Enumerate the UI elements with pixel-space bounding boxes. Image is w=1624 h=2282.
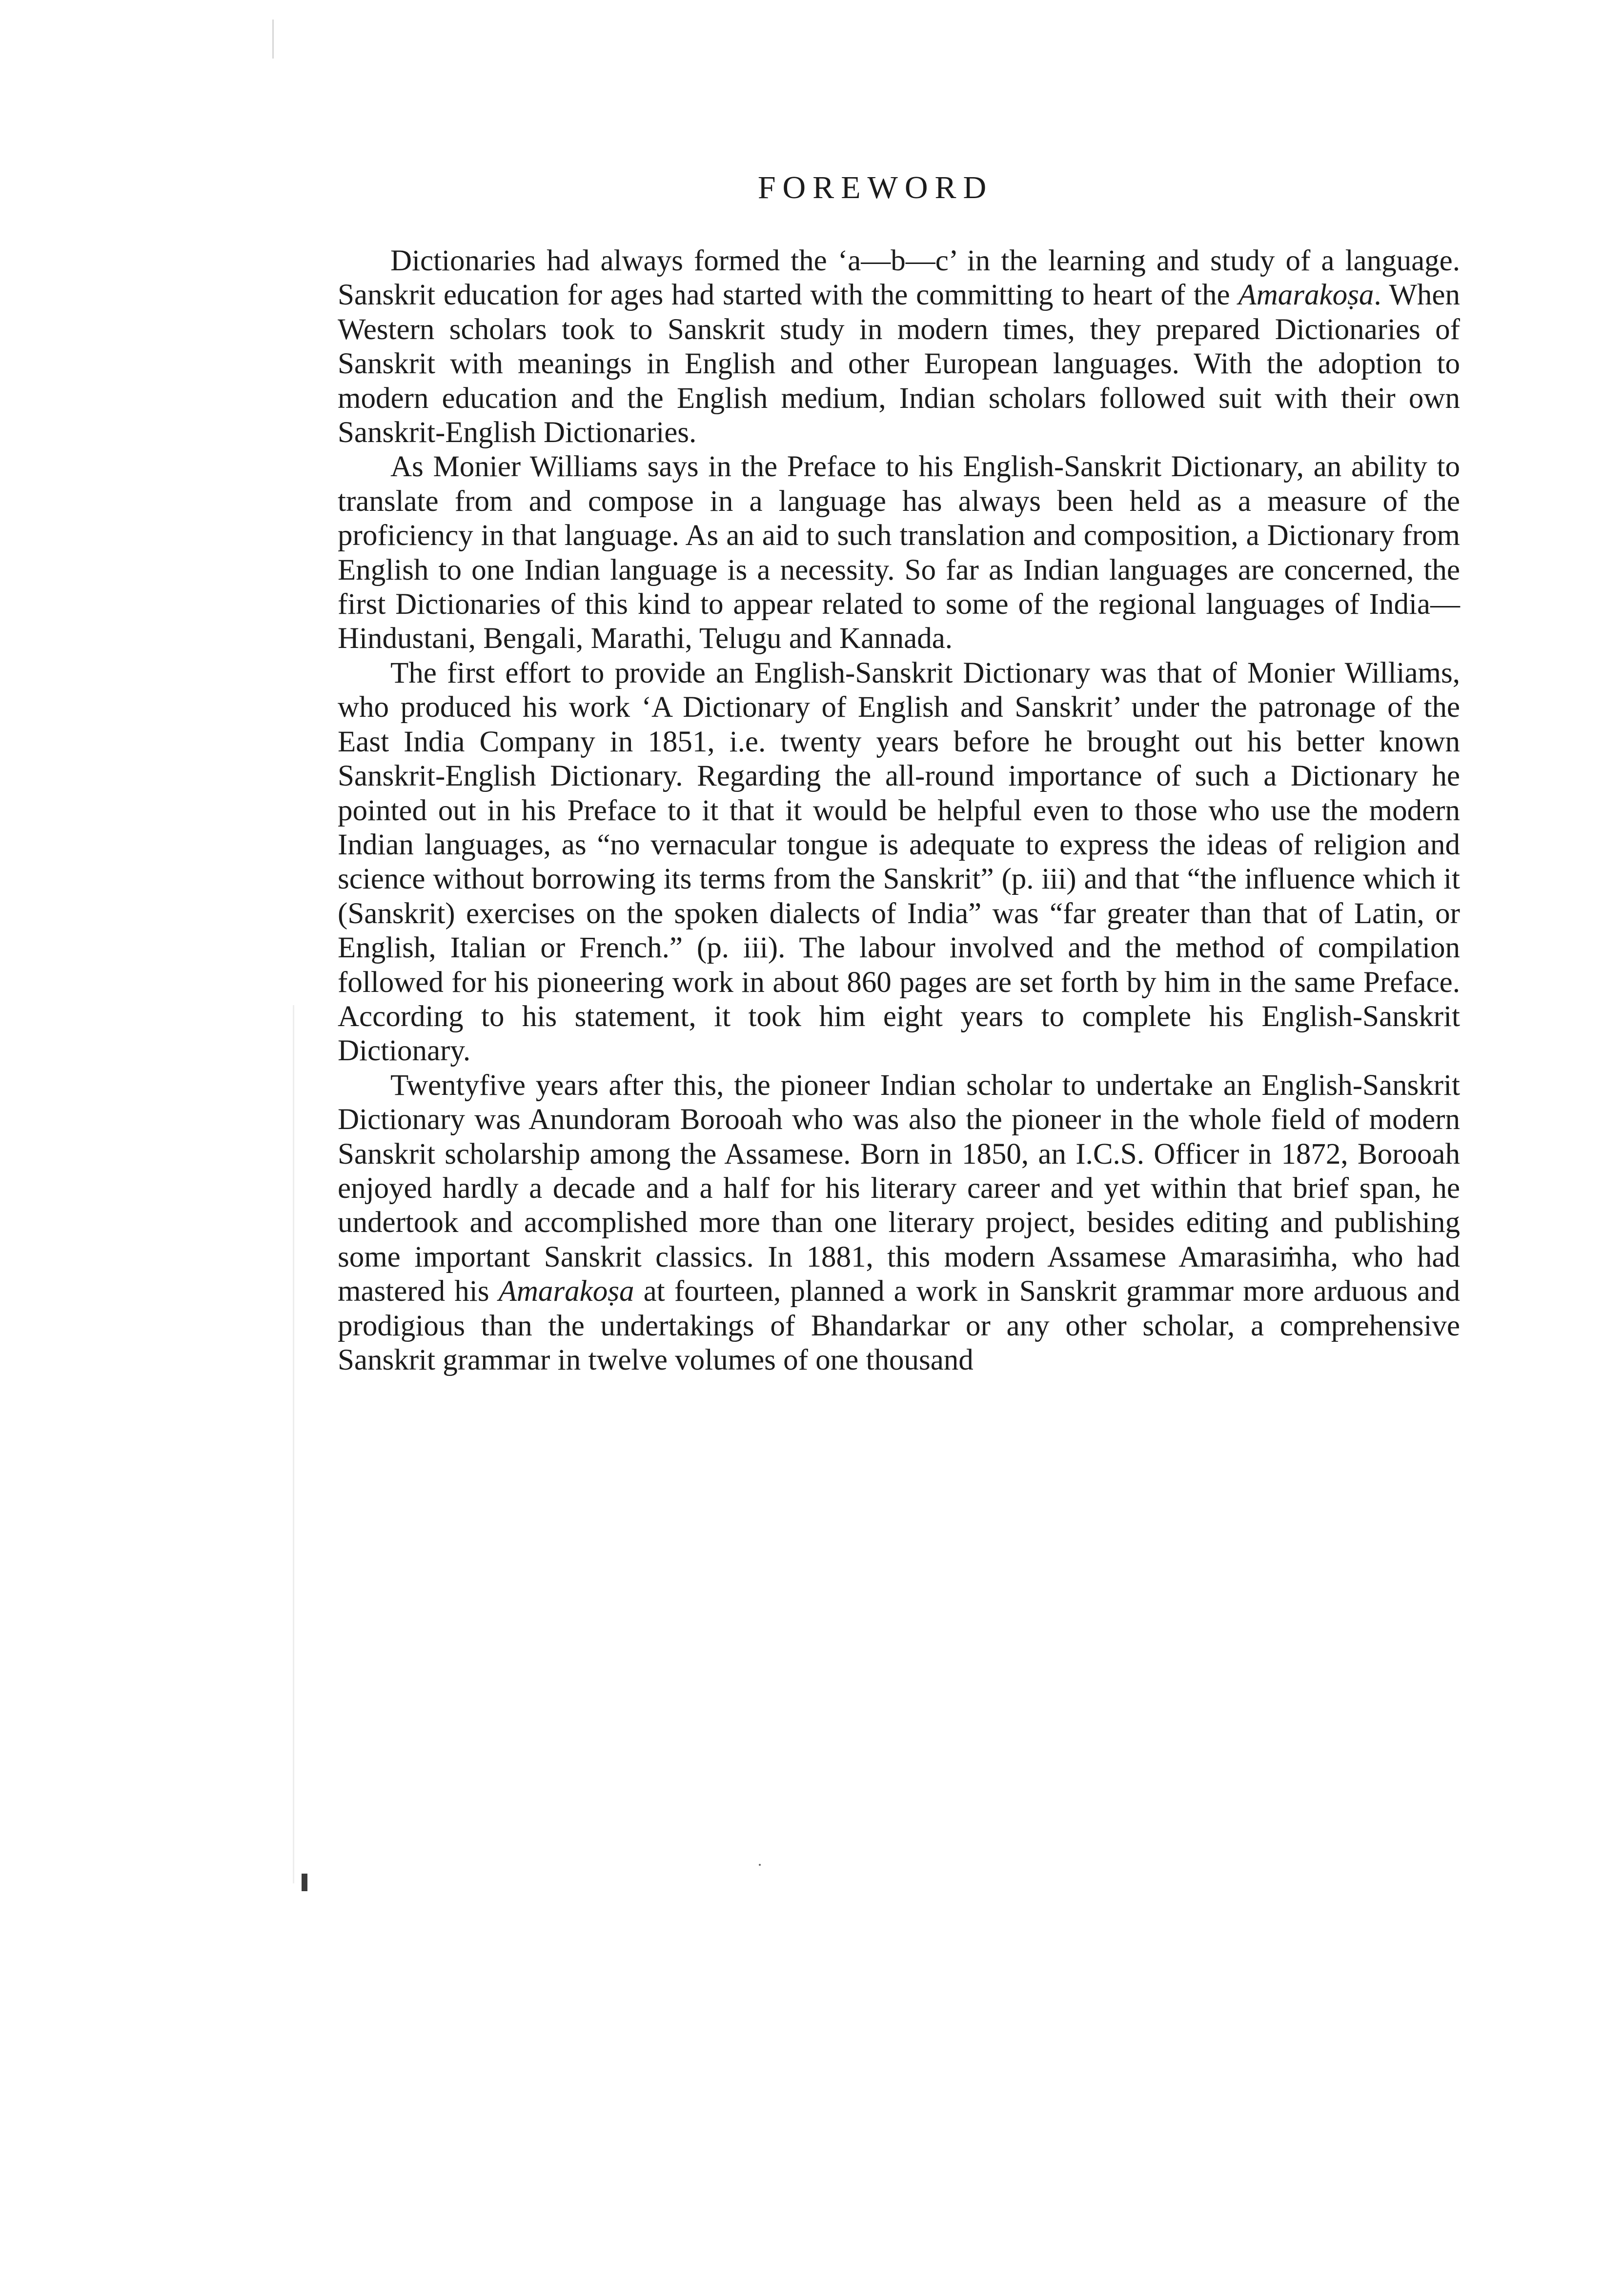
paragraph bbox=[338, 450, 1460, 656]
scan-artifact bbox=[759, 1864, 761, 1866]
text-run: Twentyfive years after this, the pioneer Indian scholar to undertake an English-Sanskrit Dictionary was Anundoram Borooah who was also the pioneer in the whole field of modern Sanskrit scholarship among the Assamese. Born in 1850, an I.C.S. Officer in 1872, Borooah enjoyed hardly a decade and a half for his literary career and yet within that brief span, he undertook and accomplished more than one literary project, besides editing and publishing some important Sanskrit classics. In 1881, this modern Assamese Amarasiṁha, who had mastered his bbox=[338, 1069, 1460, 1308]
page-title: FOREWORD bbox=[757, 170, 994, 205]
italic-text: Amarakoṣa bbox=[498, 1275, 634, 1308]
foreword-body bbox=[338, 244, 1460, 1377]
text-run: Dictionaries had always formed the ‘a—b—c’ in the learning and study of a language. Sanskrit education for ages had started with the committing to heart of the bbox=[338, 244, 1460, 312]
text-run: As Monier Williams says in the Preface to his English-Sanskrit Dictionary, an ability to translate from and compose in a language has always been held as a measure of the proficiency in that language. As an aid to such translation and composition, a Dictionary from English to one Indian language is a necessity. So far as Indian languages are concerned, the first Dictionaries of this kind to appear related to some of the regional languages of India—Hindustani, Bengali, Marathi, Telugu and Kannada. bbox=[338, 450, 1460, 655]
paragraph bbox=[338, 656, 1460, 1069]
italic-text: Amarakoṣa bbox=[1238, 279, 1374, 312]
text-run: The first effort to provide an English-Sanskrit Dictionary was that of Monier Williams, who produced his work ‘A Dictionary of English and Sanskrit’ under the patronage of the East India Company in 1851, i.e. twenty years before he brought out his better known Sanskrit-English Dictionary. Regarding the all-round importance of such a Dictionary he pointed out in his Preface to it that it would be helpful even to those who use the modern Indian languages, as “no vernacular tongue is adequate to express the ideas of religion and science without borrowing its terms from the Sanskrit” (p. iii) and that “the influence which it (Sanskrit) exercises on the spoken dialects of India” was “far greater than that of Latin, or English, Italian or French.” (p. iii). The labour involved and the method of compilation followed for his pioneering work in about 860 pages are set forth by him in the same Preface. According to his statement, it took him eight years to complete his English-Sanskrit Dictionary. bbox=[338, 656, 1460, 1068]
paragraph bbox=[338, 244, 1460, 450]
scan-artifact bbox=[293, 1005, 294, 1883]
text-run: at fourteen, planned a work in Sanskrit grammar more arduous and prodigious than the undertakings of Bhandarkar or any other scholar, a comprehensive Sanskrit grammar in twelve volumes of one thousand bbox=[338, 1275, 1460, 1376]
scan-artifact bbox=[272, 20, 274, 59]
scan-artifact bbox=[302, 1874, 307, 1891]
paragraph bbox=[338, 1069, 1460, 1378]
text-run: . When Western scholars took to Sanskrit study in modern times, they prepared Dictionaries of Sanskrit with meanings in English and other European languages. With the adoption to modern education and the English medium, Indian scholars followed suit with their own Sanskrit-English Dictionaries. bbox=[338, 279, 1460, 449]
